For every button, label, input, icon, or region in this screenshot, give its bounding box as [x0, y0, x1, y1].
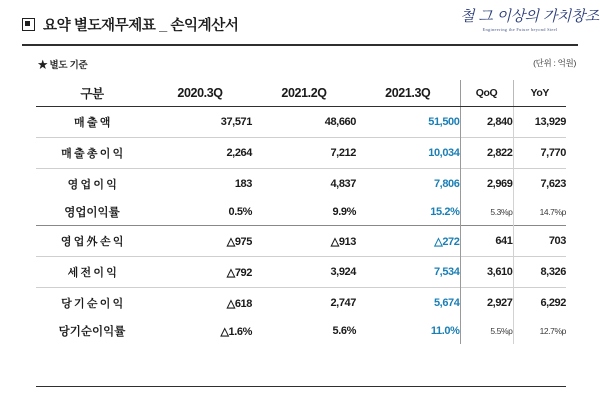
row-label: 영 업 이 익: [36, 169, 148, 200]
row-label: 영 업 外 손 익: [36, 226, 148, 257]
cell-qoq: 2,969: [460, 169, 513, 200]
cell-yoy: 7,623: [513, 169, 566, 200]
cell-yoy: 6,292: [513, 288, 566, 319]
cell-qoq: 3,610: [460, 257, 513, 288]
cell-q2: 7,212: [252, 138, 356, 169]
cell-qoq: 2,840: [486, 116, 513, 128]
cell-q3: 5,674: [356, 288, 460, 319]
column-header-yoy: YoY: [513, 80, 566, 107]
column-header-q2: 2021.2Q: [252, 80, 356, 107]
row-label: 영업이익률: [64, 207, 120, 219]
cell-q2: 48,660: [324, 116, 356, 128]
cell-q1: △1.6%: [220, 325, 252, 338]
cell-q3: 10,034: [356, 138, 460, 169]
table-row: [36, 199, 566, 226]
note-row: [22, 57, 578, 75]
cell-yoy: 13,929: [513, 107, 566, 138]
brand-tagline: Engineering the Future beyond Steel: [482, 26, 558, 32]
income-statement-table: [36, 80, 566, 344]
cell-q3: △272: [356, 226, 460, 257]
cell-q2: 5.6%: [332, 325, 356, 337]
cell-q2: 2,747: [252, 288, 356, 319]
table-header-row: [36, 80, 566, 107]
cell-yoy: 703: [513, 226, 566, 257]
table-row: [36, 107, 566, 138]
basis-note: ★ 별도 기준: [38, 60, 88, 71]
cell-q3: 11.0%: [356, 318, 460, 344]
cell-q3: 15.2%: [356, 199, 460, 226]
table-row: [36, 169, 566, 200]
cell-q1: 37,571: [220, 116, 252, 128]
row-label: 매 출 액: [74, 117, 110, 129]
cell-q3: 51,500: [356, 107, 460, 138]
cell-q1: 183: [148, 169, 252, 200]
row-label: 매 출 총 이 익: [36, 138, 148, 169]
page-title: 요약 별도재무제표 _ 손익계산서: [43, 18, 239, 34]
cell-qoq: 641: [460, 226, 513, 257]
cell-qoq: 2,822: [460, 138, 513, 169]
table-row: [36, 138, 566, 169]
row-label: 당 기 순 이 익: [36, 288, 148, 319]
cell-q1: △618: [148, 288, 252, 319]
column-header-item: 구분: [36, 80, 148, 107]
brand-slogan: 철 그 이상의 가치창조: [460, 7, 599, 25]
column-header-qoq: QoQ: [460, 80, 513, 107]
header-divider: [22, 44, 578, 46]
square-bullet-icon: [22, 18, 35, 31]
brand-logo: [460, 7, 599, 32]
cell-q3: 7,806: [356, 169, 460, 200]
row-label: 세 전 이 익: [36, 257, 148, 288]
table-row: [36, 318, 566, 344]
table-row: [36, 257, 566, 288]
cell-qoq: 5.5%p: [490, 326, 513, 336]
column-header-q3: 2021.3Q: [356, 80, 460, 107]
cell-q2: △913: [252, 226, 356, 257]
cell-yoy: 14.7%p: [513, 199, 566, 226]
table-row: [36, 226, 566, 257]
cell-qoq: 2,927: [460, 288, 513, 319]
cell-q1: △792: [148, 257, 252, 288]
table-bottom-divider: [36, 386, 566, 387]
row-label: 당기순이익률: [58, 326, 126, 338]
cell-q1: △975: [148, 226, 252, 257]
page-header: [0, 0, 600, 46]
cell-qoq: 5.3%p: [490, 207, 513, 217]
unit-note: (단위 : 억원): [533, 58, 576, 68]
cell-q2: 4,837: [252, 169, 356, 200]
cell-yoy: 7,770: [513, 138, 566, 169]
cell-q3: 7,534: [356, 257, 460, 288]
cell-q2: 9.9%: [332, 206, 356, 218]
cell-q1: 2,264: [148, 138, 252, 169]
cell-yoy: 8,326: [513, 257, 566, 288]
column-header-q1: 2020.3Q: [148, 80, 252, 107]
table-row: [36, 288, 566, 319]
cell-q2: 3,924: [252, 257, 356, 288]
cell-yoy: 12.7%p: [513, 318, 566, 344]
page-title-row: [22, 14, 238, 35]
cell-q1: 0.5%: [228, 206, 252, 218]
